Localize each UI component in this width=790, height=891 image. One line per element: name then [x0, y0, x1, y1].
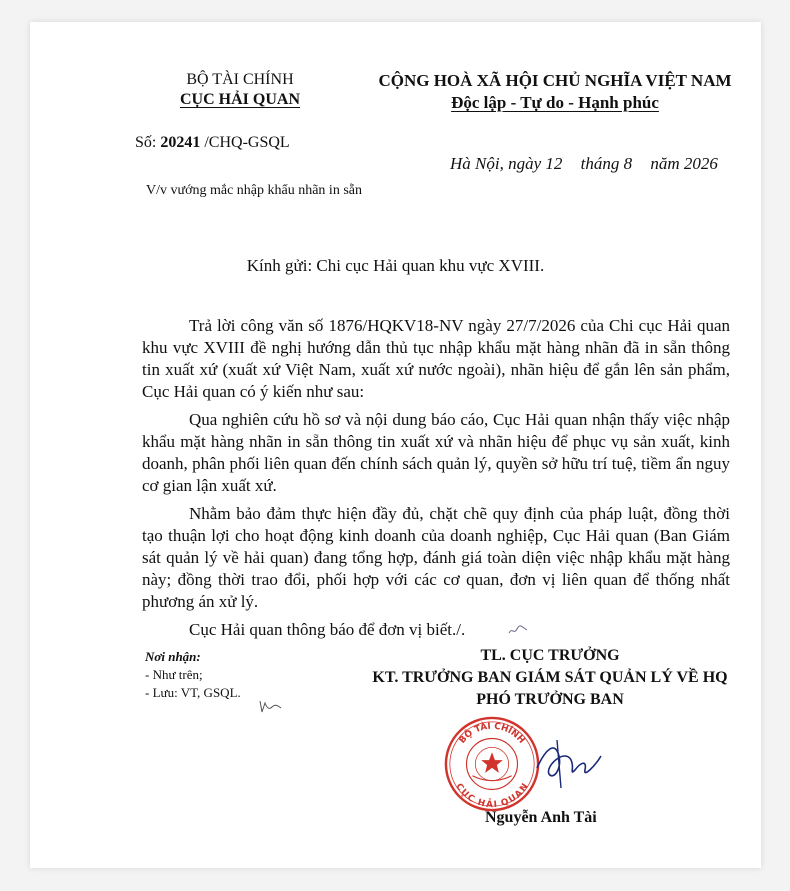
sign-line-2: KT. TRƯỞNG BAN GIÁM SÁT QUẢN LÝ VỀ HQ [372, 669, 728, 686]
republic-title: CỘNG HOÀ XÃ HỘI CHỦ NGHĨA VIỆT NAM [378, 71, 732, 90]
date-day: 12 [545, 154, 563, 173]
signer-name: Nguyễn Anh Tài [485, 809, 597, 826]
svg-text:CỤC HẢI QUAN [453, 782, 530, 810]
initial-mark [258, 698, 282, 714]
header-right [360, 70, 750, 114]
document-page [30, 22, 761, 868]
document-number [135, 134, 290, 152]
national-motto: Độc lập - Tự do - Hạnh phúc [451, 93, 659, 112]
so-suffix: /CHQ-GSQL [204, 134, 290, 151]
document-date [450, 154, 718, 174]
receivers-block [145, 648, 241, 702]
official-seal [443, 715, 541, 813]
ministry-name: BỘ TÀI CHÍNH [186, 71, 294, 88]
body-paragraph: Cục Hải quan thông báo để đơn vị biết./. [189, 620, 466, 639]
sign-line-3: PHÓ TRƯỞNG BAN [476, 691, 624, 708]
department-name: CỤC HẢI QUAN [180, 91, 300, 108]
initial-mark [508, 623, 528, 637]
date-year: năm 2026 [650, 154, 718, 173]
handwritten-signature [535, 730, 605, 790]
signature-block [330, 645, 770, 711]
date-month-label: tháng [580, 154, 620, 173]
seal-bottom-text: CỤC HẢI QUAN [453, 781, 531, 811]
date-prefix: Hà Nội, ngày [450, 154, 542, 173]
body-paragraph: Qua nghiên cứu hồ sơ và nội dung báo cáo, Cục Hải quan nhận thấy việc nhập khẩu mặt hàng nhãn in sẵn thông tin xuất xứ và nhãn hiệu để phục vụ sản xuất, kinh doanh, phân phối liên quan đến chính sách quản lý, quyền sở hữu trí tuệ, tiềm ẩn nguy cơ gian lận xuất xứ. [142, 410, 730, 495]
letter-body [142, 315, 730, 647]
date-month: 8 [623, 154, 633, 173]
header-left [120, 70, 360, 110]
body-paragraph: Trả lời công văn số 1876/HQKV18-NV ngày 27/7/2026 của Chi cục Hải quan khu vực XVIII đề nghị hướng dẫn thủ tục nhập khẩu mặt hàng nhãn đã in sẵn thông tin xuất xứ (xuất xứ Việt Nam, xuất xứ nước ngoài), nhãn hiệu để gắn lên sản phẩm, Cục Hải quan có ý kiến như sau: [142, 316, 730, 401]
receivers-title: Nơi nhận: [145, 649, 201, 664]
body-paragraph: Nhằm bảo đảm thực hiện đầy đủ, chặt chẽ quy định của pháp luật, đồng thời tạo thuận lợi cho hoạt động kinh doanh của doanh nghiệp, Cục Hải quan (Ban Giám sát quản lý về hải quan) đang tổng hợp, đánh giá toàn diện việc nhập khẩu mặt hàng này; đồng thời trao đổi, phối hợp với các cơ quan, đơn vị liên quan để thống nhất phương án xử lý. [142, 504, 730, 611]
subject-line: V/v vướng mắc nhập khẩu nhãn in sẵn [145, 183, 362, 198]
receiver-item: - Như trên; [145, 667, 203, 682]
sign-line-1: TL. CỤC TRƯỞNG [480, 647, 620, 664]
so-number: 20241 [160, 134, 201, 151]
receiver-item: - Lưu: VT, GSQL. [145, 685, 241, 700]
seal-top-text: BỘ TÀI CHÍNH [457, 721, 527, 746]
recipient-line: Kính gửi: Chi cục Hải quan khu vực XVIII. [246, 256, 545, 275]
so-label: Số: [135, 134, 157, 151]
